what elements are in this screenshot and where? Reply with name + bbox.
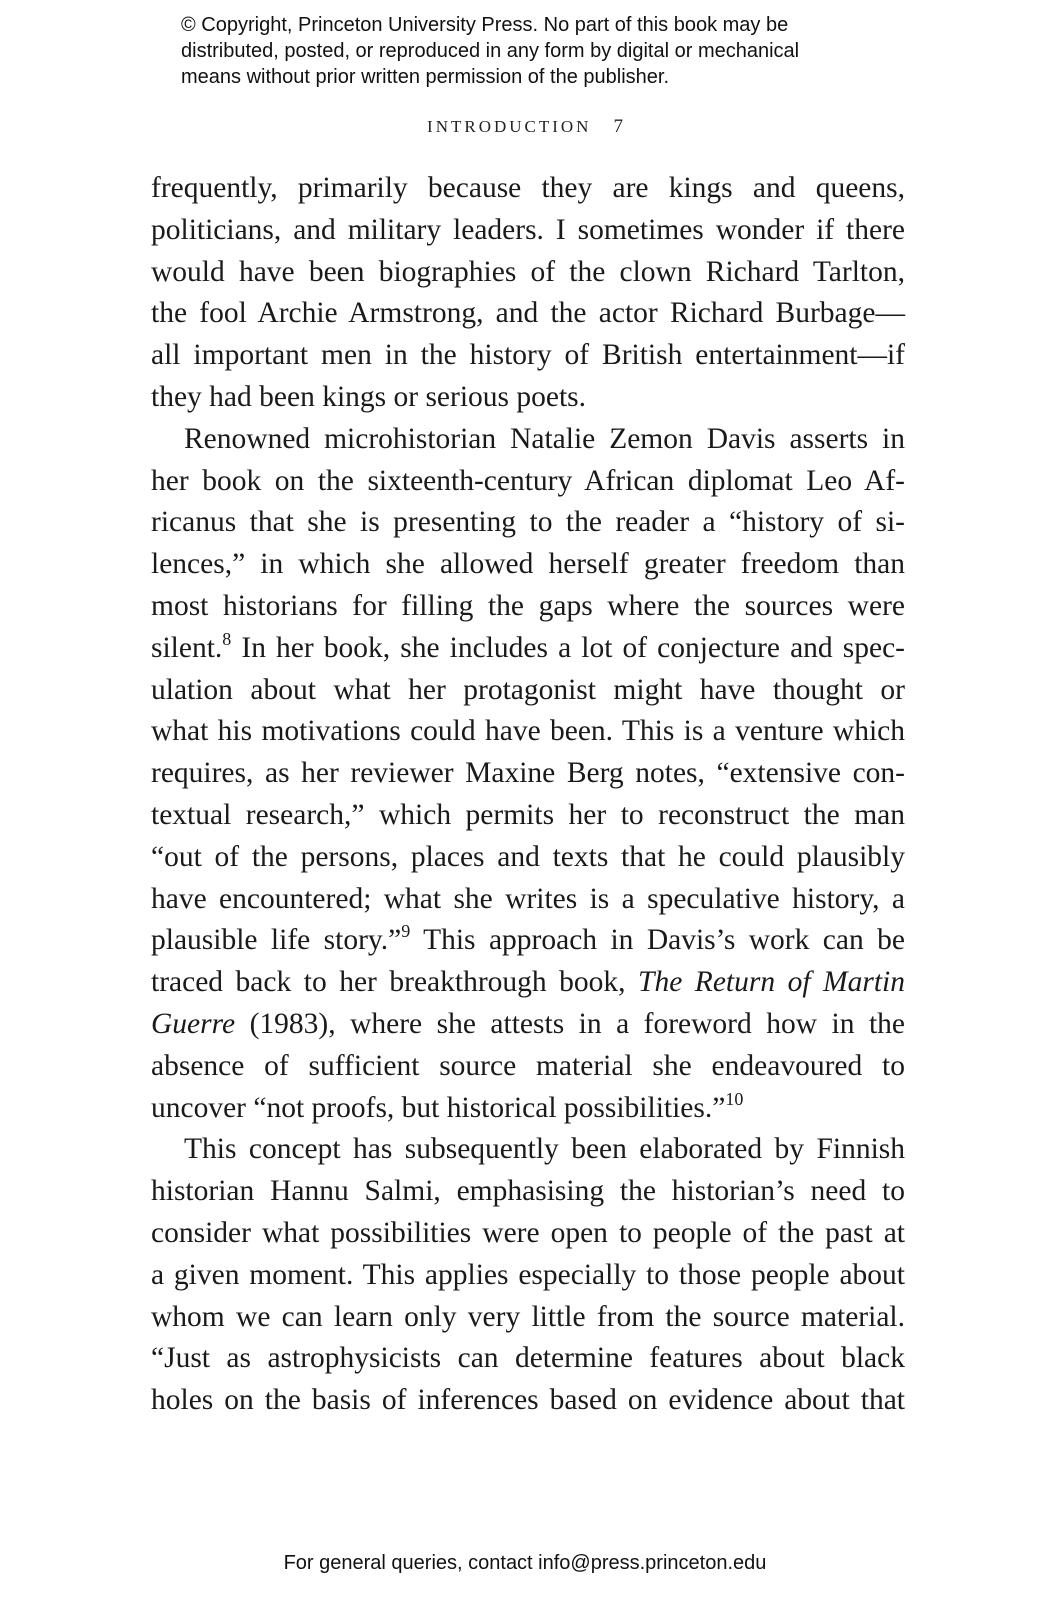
text-line: ulation about what her protagonist might have thought or — [151, 673, 905, 706]
text-line: most historians for filling the gaps where the sources were — [151, 589, 905, 622]
text-line: whom we can learn only very little from the source material. — [151, 1300, 905, 1333]
text-line: they had been kings or serious poets. — [151, 380, 587, 413]
copyright-line: distributed, posted, or reproduced in any form by digital or mechanical — [181, 40, 800, 62]
text-run: (1983), where she attests in a foreword how in the — [235, 1007, 905, 1040]
text-line: her book on the sixteenth-century African diplomat Leo Af- — [151, 464, 905, 497]
text-line — [151, 1088, 905, 1130]
copyright-line: means without prior written permission of the publisher. — [181, 66, 670, 88]
text-run: In her book, she includes a lot of conjecture and spec- — [231, 631, 905, 664]
text-line — [151, 962, 905, 1004]
text-run: traced back to her breakthrough book, — [151, 966, 639, 999]
text-line: consider what possibilities were open to people of the past at — [151, 1216, 905, 1249]
footnote-ref: 8 — [222, 628, 232, 649]
text-line: “Just as astrophysicists can determine features about black — [151, 1342, 905, 1375]
text-line: what his motivations could have been. This is a venture which — [151, 715, 905, 748]
footnote-ref: 10 — [725, 1088, 744, 1109]
footnote-ref: 9 — [401, 921, 411, 942]
text-run: uncover “not proofs, but historical possibilities.” — [151, 1091, 726, 1124]
running-head — [0, 116, 1050, 138]
text-line: absence of sufficient source material she endeavoured to — [151, 1049, 905, 1082]
footer-contact: For general queries, contact info@press.princeton.edu — [283, 1552, 767, 1574]
text-run: This approach in Davis’s work can be — [410, 924, 905, 957]
text-line: politicians, and military leaders. I sometimes wonder if there — [151, 213, 905, 246]
text-line: “out of the persons, places and texts that he could plausibly — [151, 840, 905, 873]
page-number: 7 — [613, 116, 623, 137]
text-line: holes on the basis of inferences based on evidence about that — [151, 1384, 905, 1417]
text-line: This concept has subsequently been elaborated by Finnish — [184, 1133, 905, 1166]
text-run: plausible life story.” — [151, 924, 402, 957]
text-line: would have been biographies of the clown Richard Tarlton, — [151, 255, 905, 288]
text-line: historian Hannu Salmi, emphasising the historian’s need to — [151, 1175, 905, 1208]
copyright-notice — [181, 12, 901, 90]
text-line: Renowned microhistorian Natalie Zemon Davis asserts in — [184, 422, 905, 455]
book-title: Guerre — [151, 1007, 236, 1040]
copyright-line: © Copyright, Princeton University Press. No part of this book may be — [181, 14, 789, 36]
text-line — [151, 920, 905, 962]
text-line — [151, 628, 905, 670]
text-line: all important men in the history of British entertainment—if — [151, 339, 905, 372]
text-line: requires, as her reviewer Maxine Berg notes, “extensive con- — [151, 757, 905, 790]
text-line: a given moment. This applies especially to those people about — [151, 1258, 905, 1291]
text-line: frequently, primarily because they are kings and queens, — [151, 172, 905, 204]
text-line: the fool Archie Armstrong, and the actor Richard Burbage— — [151, 297, 905, 330]
text-line — [151, 1004, 905, 1046]
text-run: silent. — [151, 631, 223, 664]
text-line: lences,” in which she allowed herself greater freedom than — [151, 548, 905, 581]
text-line: ricanus that she is presenting to the reader a “history of si- — [151, 506, 905, 539]
book-title: The Return of Martin — [638, 966, 905, 999]
body-text — [151, 168, 905, 1422]
text-line: have encountered; what she writes is a speculative history, a — [151, 882, 905, 915]
text-line: textual research,” which permits her to reconstruct the man — [151, 798, 905, 831]
running-head-title: INTRODUCTION — [427, 117, 592, 136]
